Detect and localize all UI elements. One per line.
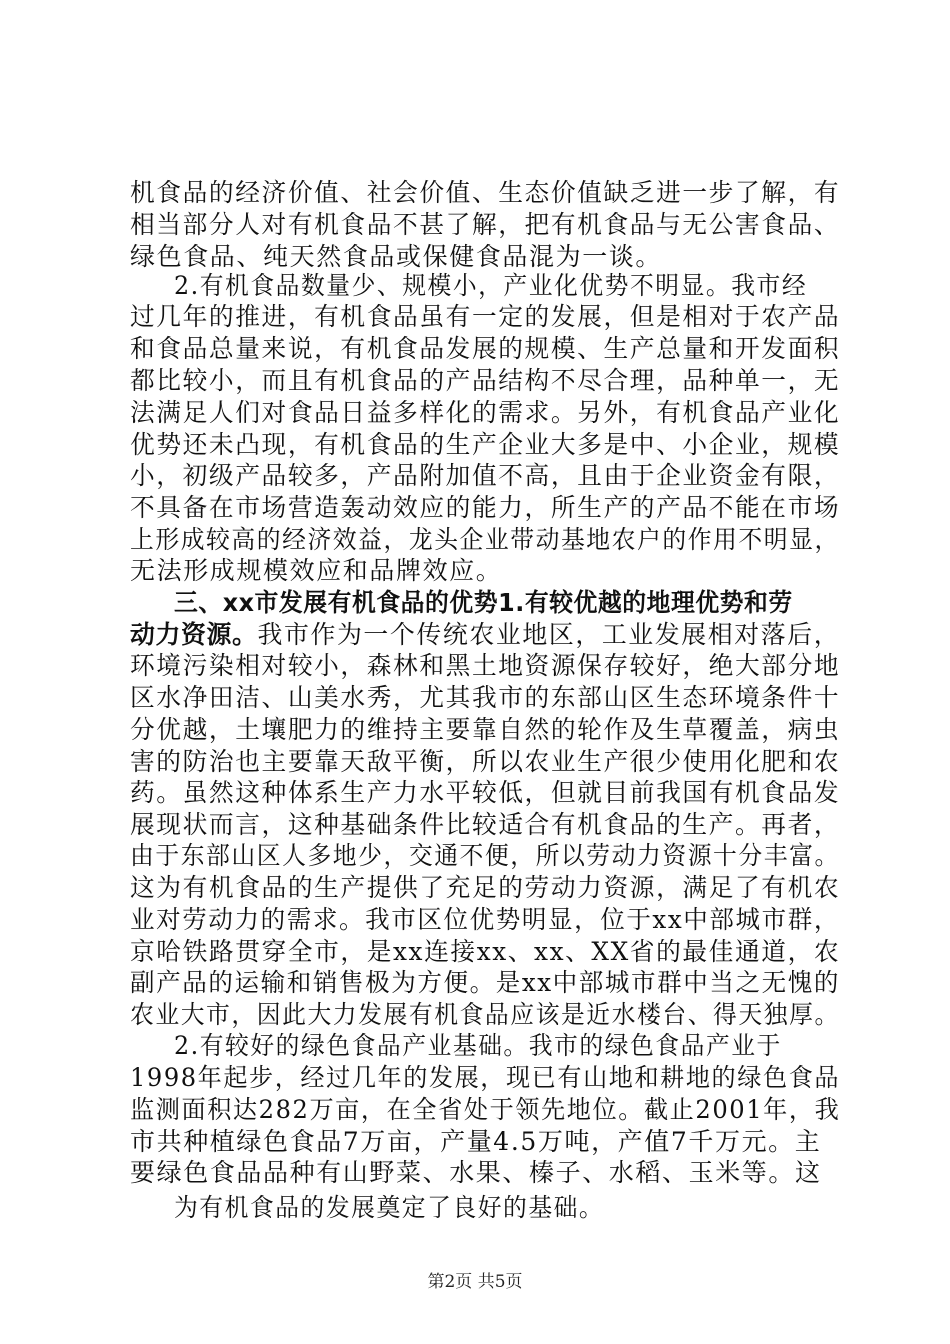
- text-line: 药。虽然这种体系生产力水平较低，但就目前我国有机食品发: [130, 778, 841, 807]
- text-line: 不具备在市场营造轰动效应的能力，所生产的产品不能在市场: [130, 493, 841, 522]
- text-line: 这为有机食品的生产提供了充足的劳动力资源，满足了有机农: [130, 873, 841, 902]
- text-line: 农业大市，因此大力发展有机食品应该是近水楼台、得天独厚。: [130, 1000, 840, 1029]
- page-footer: 第2页 共5页: [427, 1272, 523, 1292]
- text-line: 优势还未凸现，有机食品的生产企业大多是中、小企业，规模: [130, 430, 841, 459]
- text-line: 和食品总量来说，有机食品发展的规模、生产总量和开发面积: [130, 334, 841, 363]
- text-line: 业对劳动力的需求。我市区位优势明显，位于xx中部城市群，: [130, 905, 841, 934]
- text-line: 环境污染相对较小，森林和黑土地资源保存较好，绝大部分地: [130, 651, 841, 680]
- text-line: 相当部分人对有机食品不甚了解，把有机食品与无公害食品、: [130, 210, 841, 239]
- text-run: 我市作为一个传统农业地区，工业发展相对落后，: [257, 620, 841, 649]
- section-heading-cont: 动力资源。: [130, 620, 258, 649]
- text-line: 由于东部山区人多地少，交通不便，所以劳动力资源十分丰富。: [130, 841, 840, 870]
- text-line: 副产品的运输和销售极为方便。是xx中部城市群中当之无愧的: [130, 968, 841, 997]
- text-line: 区水净田洁、山美水秀，尤其我市的东部山区生态环境条件十: [130, 683, 841, 712]
- text-line: 小，初级产品较多，产品附加值不高，且由于企业资金有限，: [130, 461, 841, 490]
- text-line: 为有机食品的发展奠定了良好的基础。: [174, 1193, 605, 1222]
- text-line: 害的防治也主要靠天敌平衡，所以农业生产很少使用化肥和农: [130, 747, 841, 776]
- text-line: 1998年起步，经过几年的发展，现已有山地和耕地的绿色食品: [130, 1063, 841, 1092]
- text-line: [130, 620, 841, 650]
- text-line: 京哈铁路贯穿全市，是xx连接xx、xx、XX省的最佳通道，农: [130, 937, 841, 966]
- text-line: 要绿色食品品种有山野菜、水果、榛子、水稻、玉米等。这: [130, 1158, 822, 1187]
- section-heading: 三、xx市发展有机食品的优势1.有较优越的地理优势和劳: [174, 588, 793, 617]
- text-line: 展现状而言，这种基础条件比较适合有机食品的生产。再者，: [130, 810, 841, 839]
- text-line: 机食品的经济价值、社会价值、生态价值缺乏进一步了解，有: [130, 178, 841, 207]
- text-line: 上形成较高的经济效益，龙头企业带动基地农户的作用不明显，: [130, 525, 840, 554]
- text-line: 无法形成规模效应和品牌效应。: [130, 556, 503, 585]
- text-line: 过几年的推进，有机食品虽有一定的发展，但是相对于农产品: [130, 302, 841, 331]
- text-line: 2.有机食品数量少、规模小，产业化优势不明显。我市经: [174, 271, 808, 300]
- text-line: 绿色食品、纯天然食品或保健食品混为一谈。: [130, 242, 663, 271]
- text-line: 监测面积达282万亩，在全省处于领先地位。截止2001年，我: [130, 1095, 841, 1124]
- text-line: 2.有较好的绿色食品产业基础。我市的绿色食品产业于: [174, 1031, 782, 1060]
- text-line: 都比较小，而且有机食品的产品结构不尽合理，品种单一，无: [130, 366, 841, 395]
- text-line: 分优越，土壤肥力的维持主要靠自然的轮作及生草覆盖，病虫: [130, 715, 841, 744]
- text-line: 法满足人们对食品日益多样化的需求。另外，有机食品产业化: [130, 398, 841, 427]
- text-line: 市共种植绿色食品7万亩，产量4.5万吨，产值7千万元。主: [130, 1127, 822, 1156]
